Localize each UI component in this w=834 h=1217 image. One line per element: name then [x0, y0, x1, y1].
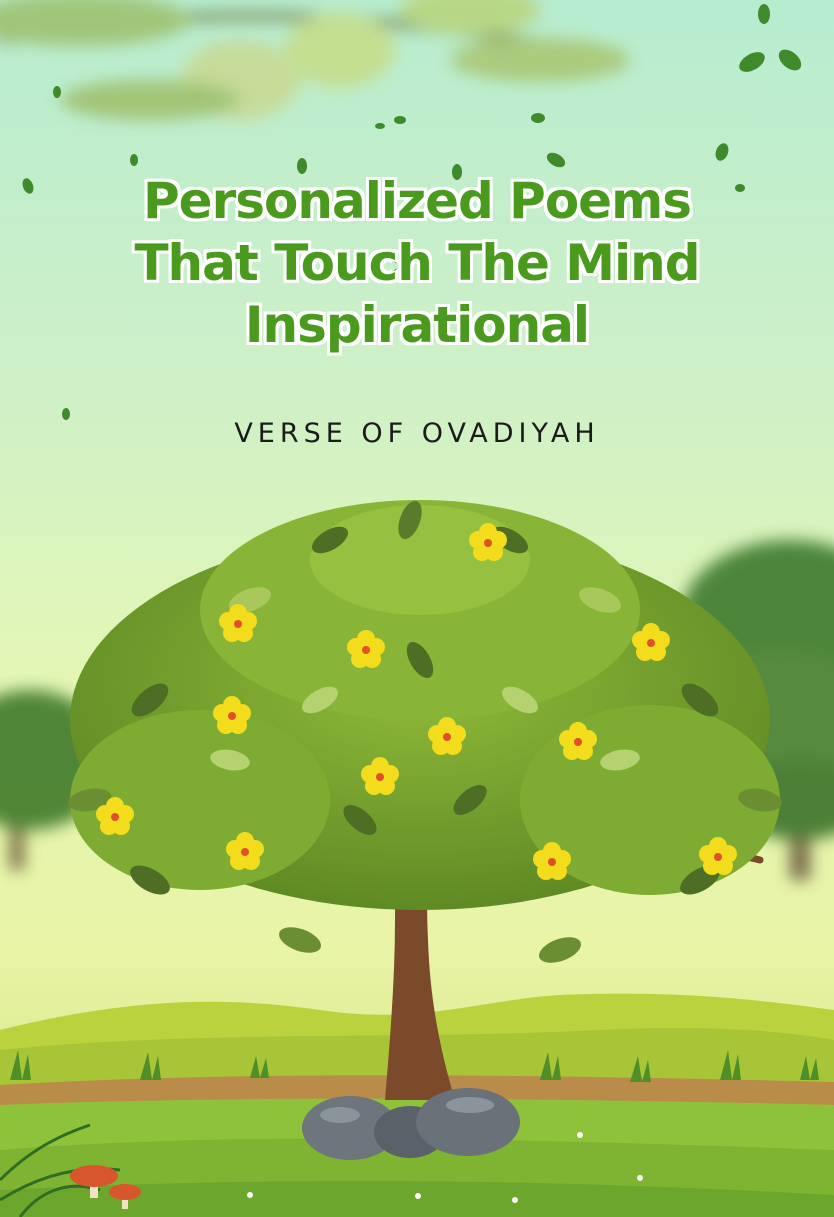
book-title — [0, 170, 834, 356]
title-line-3: Inspirational — [244, 296, 590, 354]
title-line-2: That Touch The Mind — [134, 234, 700, 292]
title-line-1: Personalized Poems — [143, 172, 691, 230]
author-name: VERSE OF OVADIYAH — [234, 418, 600, 449]
blurred-branch-top — [0, 0, 630, 120]
tree-canopy — [70, 500, 780, 910]
